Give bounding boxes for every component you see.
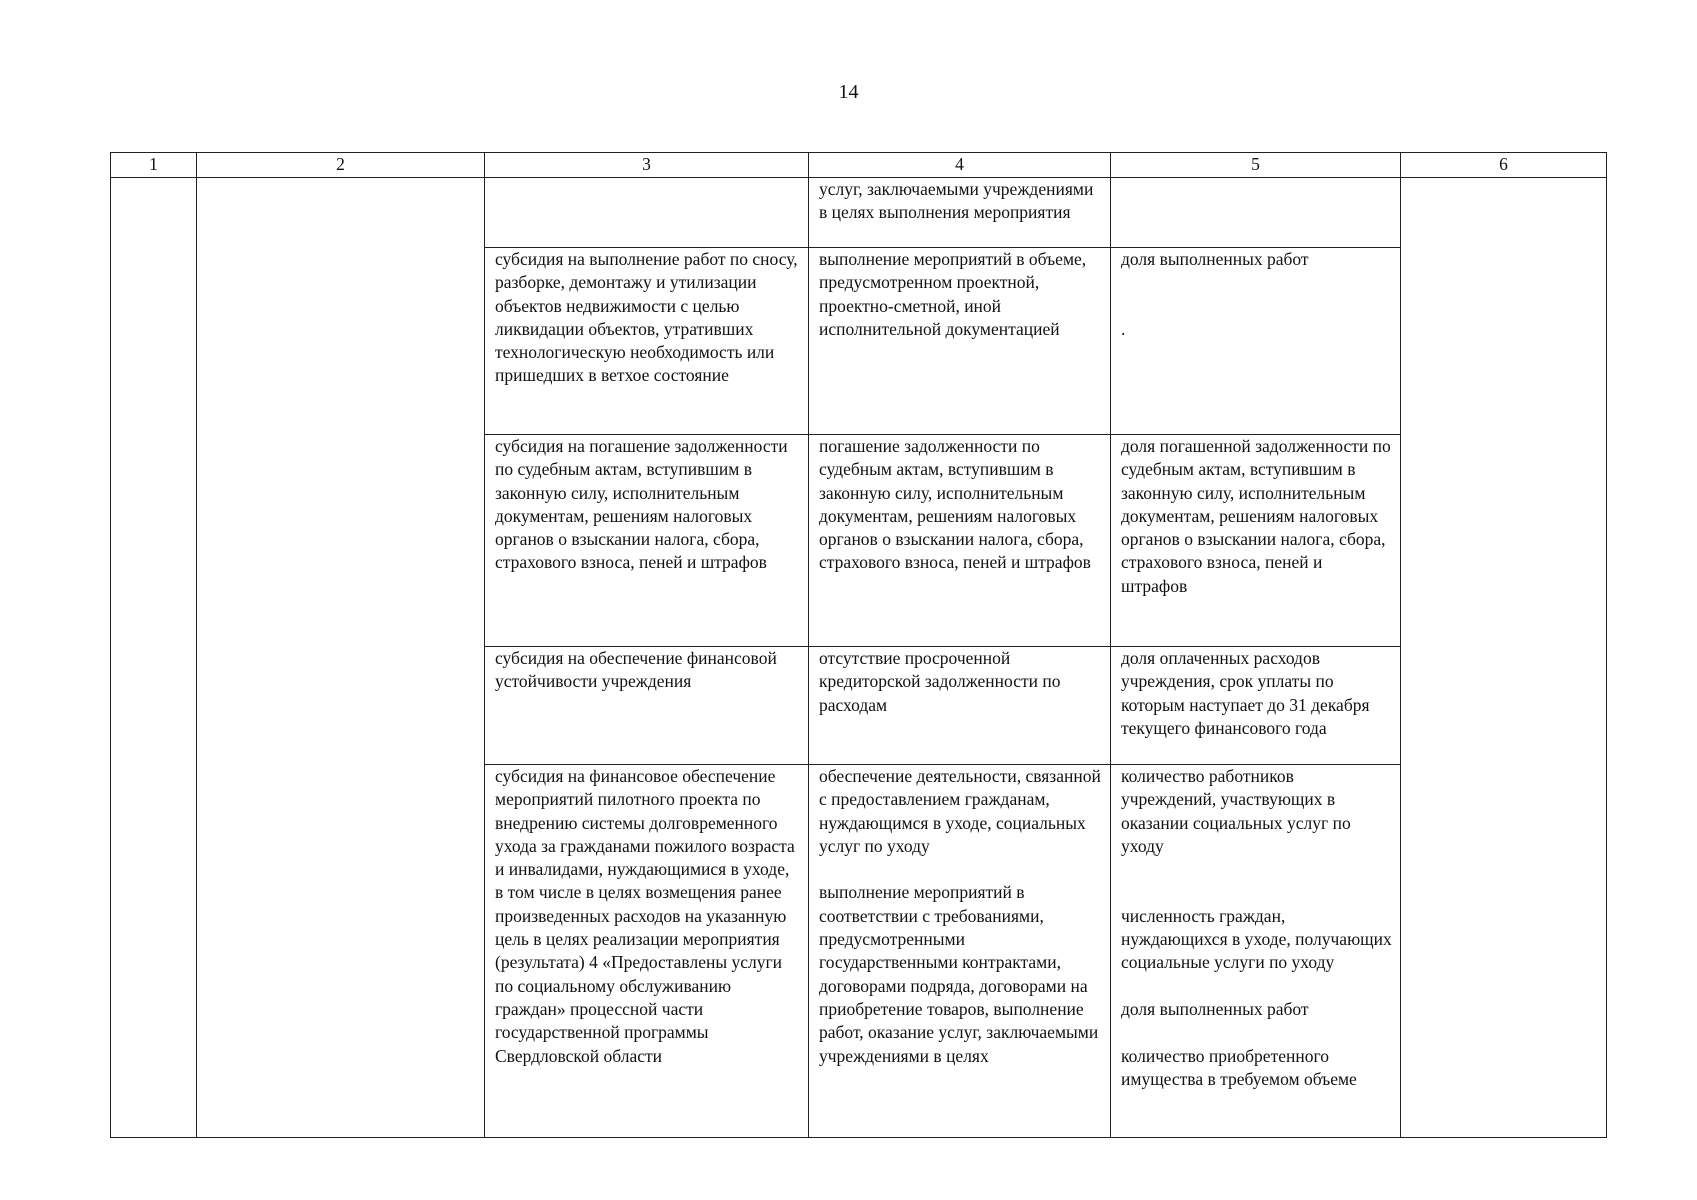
indicator-text-a: количество работников учреждений, участвующих в оказании социальных услуг по уходу — [1121, 766, 1351, 856]
indicator-cell — [1111, 248, 1401, 435]
indicator-cell — [1111, 765, 1401, 1138]
indicator-cell: доля погашенной задолженности по судебным актам, вступившим в законную силу, исполнительным документам, решениям налоговых органов о взыскании налога, сбора, страхового взноса, пеней и штрафов — [1111, 435, 1401, 647]
event-text-a: обеспечение деятельности, связанной с предоставлением гражданам, нуждающимся в уходе, социальных услуг по уходу — [819, 766, 1101, 856]
column-6-cell — [1401, 178, 1607, 1138]
column-2-cell — [197, 178, 485, 1138]
event-cell: отсутствие просроченной кредиторской задолженности по расходам — [809, 647, 1111, 765]
column-header-6: 6 — [1401, 153, 1607, 178]
indicator-text-c: доля выполненных работ — [1121, 998, 1309, 1019]
subsidy-cell: субсидия на финансовое обеспечение мероприятий пилотного проекта по внедрению системы долговременного ухода за гражданами пожилого возраста и инвалидами, нуждающимися в уходе, в том числе в целях возмещения ранее произведенных расходов на указанную цель в целях реализации мероприятия (результата) 4 «Предоставлены услуги по социальному обслуживанию граждан» процессной части государственной программы Свердловской области — [485, 765, 809, 1138]
subsidy-cell — [485, 178, 809, 248]
column-header-2: 2 — [197, 153, 485, 178]
stray-mark: . — [1121, 318, 1126, 339]
event-cell: услуг, заключаемыми учреждениями в целях выполнения мероприятия — [809, 178, 1111, 248]
subsidy-cell: субсидия на выполнение работ по сносу, разборке, демонтажу и утилизации объектов недвижимости с целью ликвидации объектов, утративших технологическую необходимость или пришедших в ветхое состояние — [485, 248, 809, 435]
column-header-4: 4 — [809, 153, 1111, 178]
event-cell — [809, 765, 1111, 1138]
indicator-text: доля выполненных работ — [1121, 249, 1309, 269]
document-table — [110, 152, 1607, 1138]
column-header-1: 1 — [111, 153, 197, 178]
event-text-b: выполнение мероприятий в соответствии с требованиями, предусмотренными государственными контрактами, договорами подряда, договорами на приобретение товаров, выполнение работ, оказание услуг, заключаемыми учреждениями в целях — [819, 882, 1099, 1066]
indicator-text-d: количество приобретенного имущества в требуемом объеме — [1121, 1045, 1357, 1089]
event-cell: выполнение мероприятий в объеме, предусмотренном проектной, проектно-сметной, иной исполнительной документацией — [809, 248, 1111, 435]
indicator-text-b: численность граждан, нуждающихся в уходе, получающих социальные услуги по уходу — [1121, 905, 1392, 973]
column-header-3: 3 — [485, 153, 809, 178]
column-1-cell — [111, 178, 197, 1138]
column-header-5: 5 — [1111, 153, 1401, 178]
event-cell: погашение задолженности по судебным актам, вступившим в законную силу, исполнительным документам, решениям налоговых органов о взыскании налога, сбора, страхового взноса, пеней и штрафов — [809, 435, 1111, 647]
subsidy-cell: субсидия на погашение задолженности по судебным актам, вступившим в законную силу, исполнительным документам, решениям налоговых органов о взыскании налога, сбора, страхового взноса, пеней и штрафов — [485, 435, 809, 647]
page-number: 14 — [838, 81, 859, 103]
indicator-cell — [1111, 178, 1401, 248]
indicator-cell: доля оплаченных расходов учреждения, срок уплаты по которым наступает до 31 декабря текущего финансового года — [1111, 647, 1401, 765]
table-header-row — [111, 153, 1607, 178]
subsidy-cell: субсидия на обеспечение финансовой устойчивости учреждения — [485, 647, 809, 765]
table-row — [111, 178, 1607, 248]
